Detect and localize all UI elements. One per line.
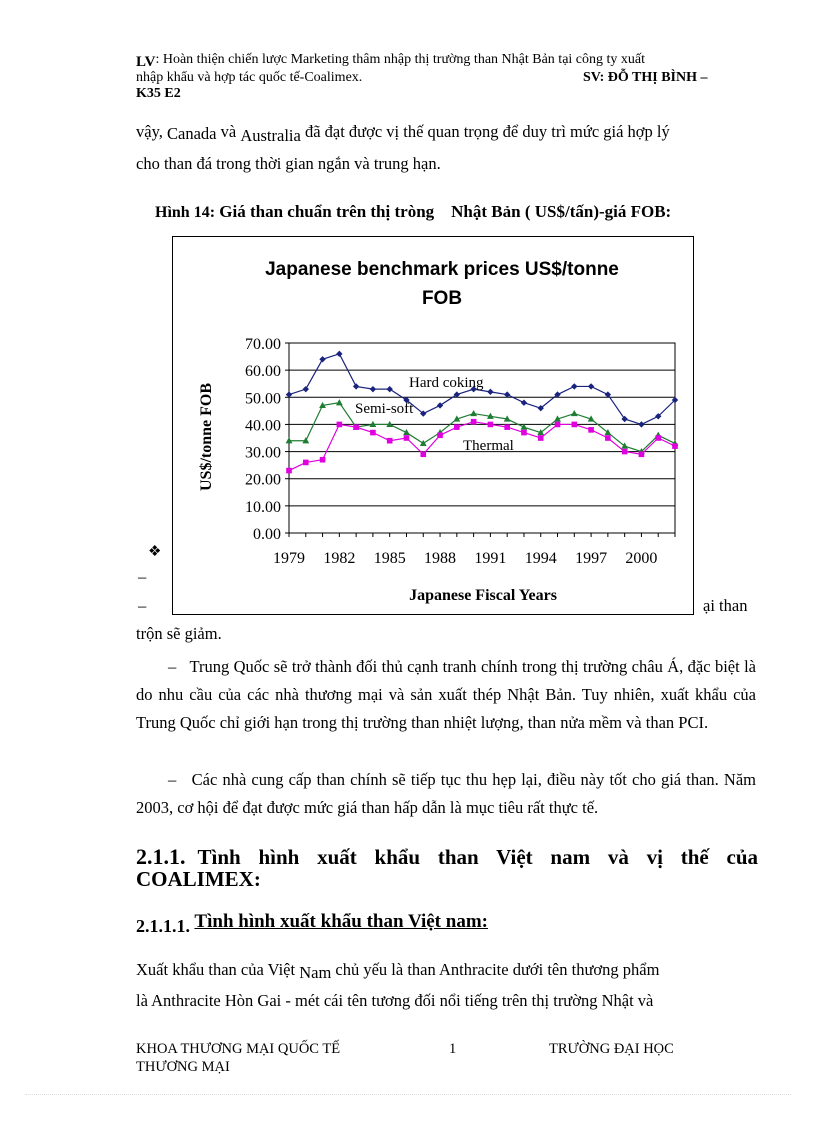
data-point-thermal bbox=[672, 443, 678, 449]
data-point-thermal bbox=[588, 427, 594, 433]
data-point-thermal bbox=[303, 460, 309, 466]
footer-left-line2: THƯƠNG MẠI bbox=[136, 1059, 230, 1075]
x-tick-label: 1991 bbox=[474, 550, 507, 567]
header-title-line1: Hoàn thiện chiến lược Marketing thâm nhập thị trường than Nhật Bản tại công ty xuất bbox=[162, 52, 646, 67]
body-text-b: chủ yếu là than Anthracite dưới tên thương phẩm bbox=[331, 960, 660, 979]
bullet-glyph: ❖ bbox=[148, 544, 162, 560]
chart-svg bbox=[173, 237, 693, 614]
data-point-thermal bbox=[420, 451, 426, 457]
footer-page-number: 1 bbox=[449, 1041, 457, 1057]
data-point-thermal bbox=[370, 430, 376, 436]
data-point-thermal bbox=[454, 424, 460, 430]
list-item-4-text: Các nhà cung cấp than chính sẽ tiếp tục thu hẹp lại, điều này tốt cho giá than. Năm 2003, cơ hội để đạt được mức giá than hấp dẫn là mục tiêu rất thực tế. bbox=[136, 770, 756, 817]
data-point-semi-soft bbox=[470, 410, 477, 416]
x-tick-label: 1994 bbox=[524, 550, 557, 567]
header-title-line2: nhập khẩu và hợp tác quốc tế-Coalimex. bbox=[136, 70, 363, 85]
page-header: LV: Hoàn thiện chiến lược Marketing thâm nhập thị trường than Nhật Bản tại công ty xuất nhập khẩu và hợp tác quốc tế-Coalimex. SV: ĐỖ THỊ BÌNH – K35 E2 bbox=[136, 52, 746, 102]
intro-text-b: và bbox=[216, 122, 241, 141]
intro-text-c: đã đạt được vị thế quan trọng để duy trì mức giá hợp lý bbox=[300, 122, 670, 141]
page-footer bbox=[136, 1040, 756, 1076]
list-dash-2: – bbox=[138, 596, 147, 615]
data-point-hard-coking bbox=[638, 421, 644, 427]
y-tick-label: 50.00 bbox=[245, 390, 281, 408]
section-heading-2-1-1-1 bbox=[136, 911, 488, 938]
list-item2-end: ại than bbox=[703, 596, 748, 615]
list-item-3-dash: – bbox=[168, 657, 177, 676]
x-tick-label: 1979 bbox=[273, 550, 305, 567]
body-line2: là Anthracite Hòn Gai - mét cái tên tương đối nổi tiếng trên thị trường Nhật và bbox=[136, 991, 654, 1010]
section-title-2-1-1-1: Tình hình xuất khẩu than Việt nam: bbox=[194, 911, 488, 932]
x-tick-label: 1985 bbox=[373, 550, 406, 567]
y-tick-label: 10.00 bbox=[245, 498, 281, 516]
data-point-thermal bbox=[320, 457, 326, 463]
page-bottom-divider bbox=[25, 1094, 791, 1095]
list-item-4 bbox=[136, 766, 756, 822]
data-point-thermal bbox=[521, 430, 527, 436]
data-point-thermal bbox=[572, 422, 578, 428]
body-paragraph bbox=[136, 956, 758, 1015]
data-point-thermal bbox=[655, 435, 661, 441]
header-student: SV: ĐỖ THỊ BÌNH – bbox=[583, 70, 708, 85]
data-point-thermal bbox=[605, 435, 611, 441]
series-label-thermal: Thermal bbox=[463, 438, 514, 454]
data-point-semi-soft bbox=[336, 399, 343, 405]
series-label-hard-coking: Hard coking bbox=[409, 375, 484, 391]
data-point-thermal bbox=[488, 422, 494, 428]
chart-ylabel: US$/tonne FOB bbox=[198, 382, 215, 492]
body-nam: Nam bbox=[299, 963, 332, 982]
body-text-a: Xuất khẩu than của Việt bbox=[136, 960, 300, 979]
benchmark-price-chart bbox=[172, 236, 694, 615]
data-point-thermal bbox=[437, 432, 443, 438]
data-point-thermal bbox=[387, 438, 393, 444]
list-item-3 bbox=[136, 653, 756, 737]
y-tick-label: 60.00 bbox=[245, 363, 281, 381]
header-class: K35 E2 bbox=[136, 86, 181, 101]
data-point-hard-coking bbox=[319, 356, 325, 362]
footer-right: TRƯỜNG ĐẠI HỌC bbox=[549, 1041, 674, 1057]
intro-paragraph bbox=[136, 118, 756, 178]
data-point-hard-coking bbox=[336, 351, 342, 357]
y-tick-label: 0.00 bbox=[253, 526, 281, 543]
data-point-semi-soft bbox=[571, 410, 578, 416]
data-point-hard-coking bbox=[588, 383, 594, 389]
intro-text-a: vậy, bbox=[136, 122, 168, 141]
figure-caption-text: Giá than chuẩn trên thị tròng Nhật Bản ( US$/tấn)-giá FOB: bbox=[219, 202, 672, 221]
data-point-semi-soft bbox=[420, 440, 427, 446]
data-point-thermal bbox=[504, 424, 510, 430]
x-tick-label: 1997 bbox=[575, 550, 608, 567]
y-tick-label: 30.00 bbox=[245, 444, 281, 462]
data-point-thermal bbox=[353, 424, 359, 430]
data-point-hard-coking bbox=[487, 389, 493, 395]
section-number-2-1-1: 2.1.1. bbox=[136, 844, 186, 869]
intro-australia: Australia bbox=[240, 126, 301, 145]
chart-xlabel: Japanese Fiscal Years bbox=[409, 587, 557, 604]
intro-line2: cho than đá trong thời gian ngắn và trung hạn. bbox=[136, 154, 441, 173]
section-title-2-1-1-b: COALIMEX: bbox=[136, 867, 261, 891]
series-label-semi-soft: Semi-soft bbox=[355, 401, 414, 417]
intro-canada: Canada bbox=[167, 124, 217, 143]
x-tick-label: 1982 bbox=[323, 550, 356, 567]
data-point-thermal bbox=[538, 435, 544, 441]
data-point-hard-coking bbox=[353, 383, 359, 389]
x-tick-label: 1988 bbox=[424, 550, 457, 567]
list-item2-cont: trộn sẽ giảm. bbox=[136, 624, 222, 643]
data-point-hard-coking bbox=[370, 386, 376, 392]
data-point-hard-coking bbox=[437, 402, 443, 408]
chart-title-line2: FOB bbox=[421, 288, 463, 309]
y-tick-label: 40.00 bbox=[245, 417, 281, 435]
section-heading-2-1-1 bbox=[136, 846, 758, 890]
data-point-hard-coking bbox=[303, 386, 309, 392]
data-point-thermal bbox=[404, 435, 410, 441]
data-point-thermal bbox=[337, 422, 343, 428]
data-point-thermal bbox=[286, 468, 292, 474]
data-point-thermal bbox=[622, 449, 628, 455]
x-tick-label: 2000 bbox=[625, 550, 658, 567]
data-point-hard-coking bbox=[386, 386, 392, 392]
list-item-3-text: Trung Quốc sẽ trở thành đối thủ cạnh tranh chính trong thị trường châu Á, đặc biệt là do nhu cầu của các nhà thương mại và sản xuất thép Nhật Bản. Tuy nhiên, xuất khẩu của Trung Quốc chỉ giới hạn trong thị trường than nhiệt lượng, than nửa mềm và than PCI. bbox=[136, 657, 757, 732]
data-point-thermal bbox=[555, 422, 561, 428]
section-title-2-1-1-a: Tình hình xuất khẩu than Việt nam và vị thế của bbox=[197, 845, 758, 869]
data-point-thermal bbox=[639, 451, 645, 457]
data-point-hard-coking bbox=[571, 383, 577, 389]
chart-title-line1: Japanese benchmark prices US$/tonne bbox=[265, 259, 619, 280]
section-number-2-1-1-1: 2.1.1.1. bbox=[136, 916, 190, 936]
list-dash-1: – bbox=[138, 567, 147, 586]
figure-caption bbox=[155, 202, 671, 222]
data-point-thermal bbox=[471, 419, 477, 425]
header-lv: LV bbox=[136, 54, 156, 70]
y-tick-label: 70.00 bbox=[245, 336, 281, 353]
footer-left-line1: KHOA THƯƠNG MẠI QUỐC TẾ bbox=[136, 1041, 341, 1057]
list-item-4-dash: – bbox=[168, 770, 177, 789]
data-point-hard-coking bbox=[521, 400, 527, 406]
y-tick-label: 20.00 bbox=[245, 471, 281, 489]
figure-label: Hình 14: bbox=[155, 204, 216, 221]
